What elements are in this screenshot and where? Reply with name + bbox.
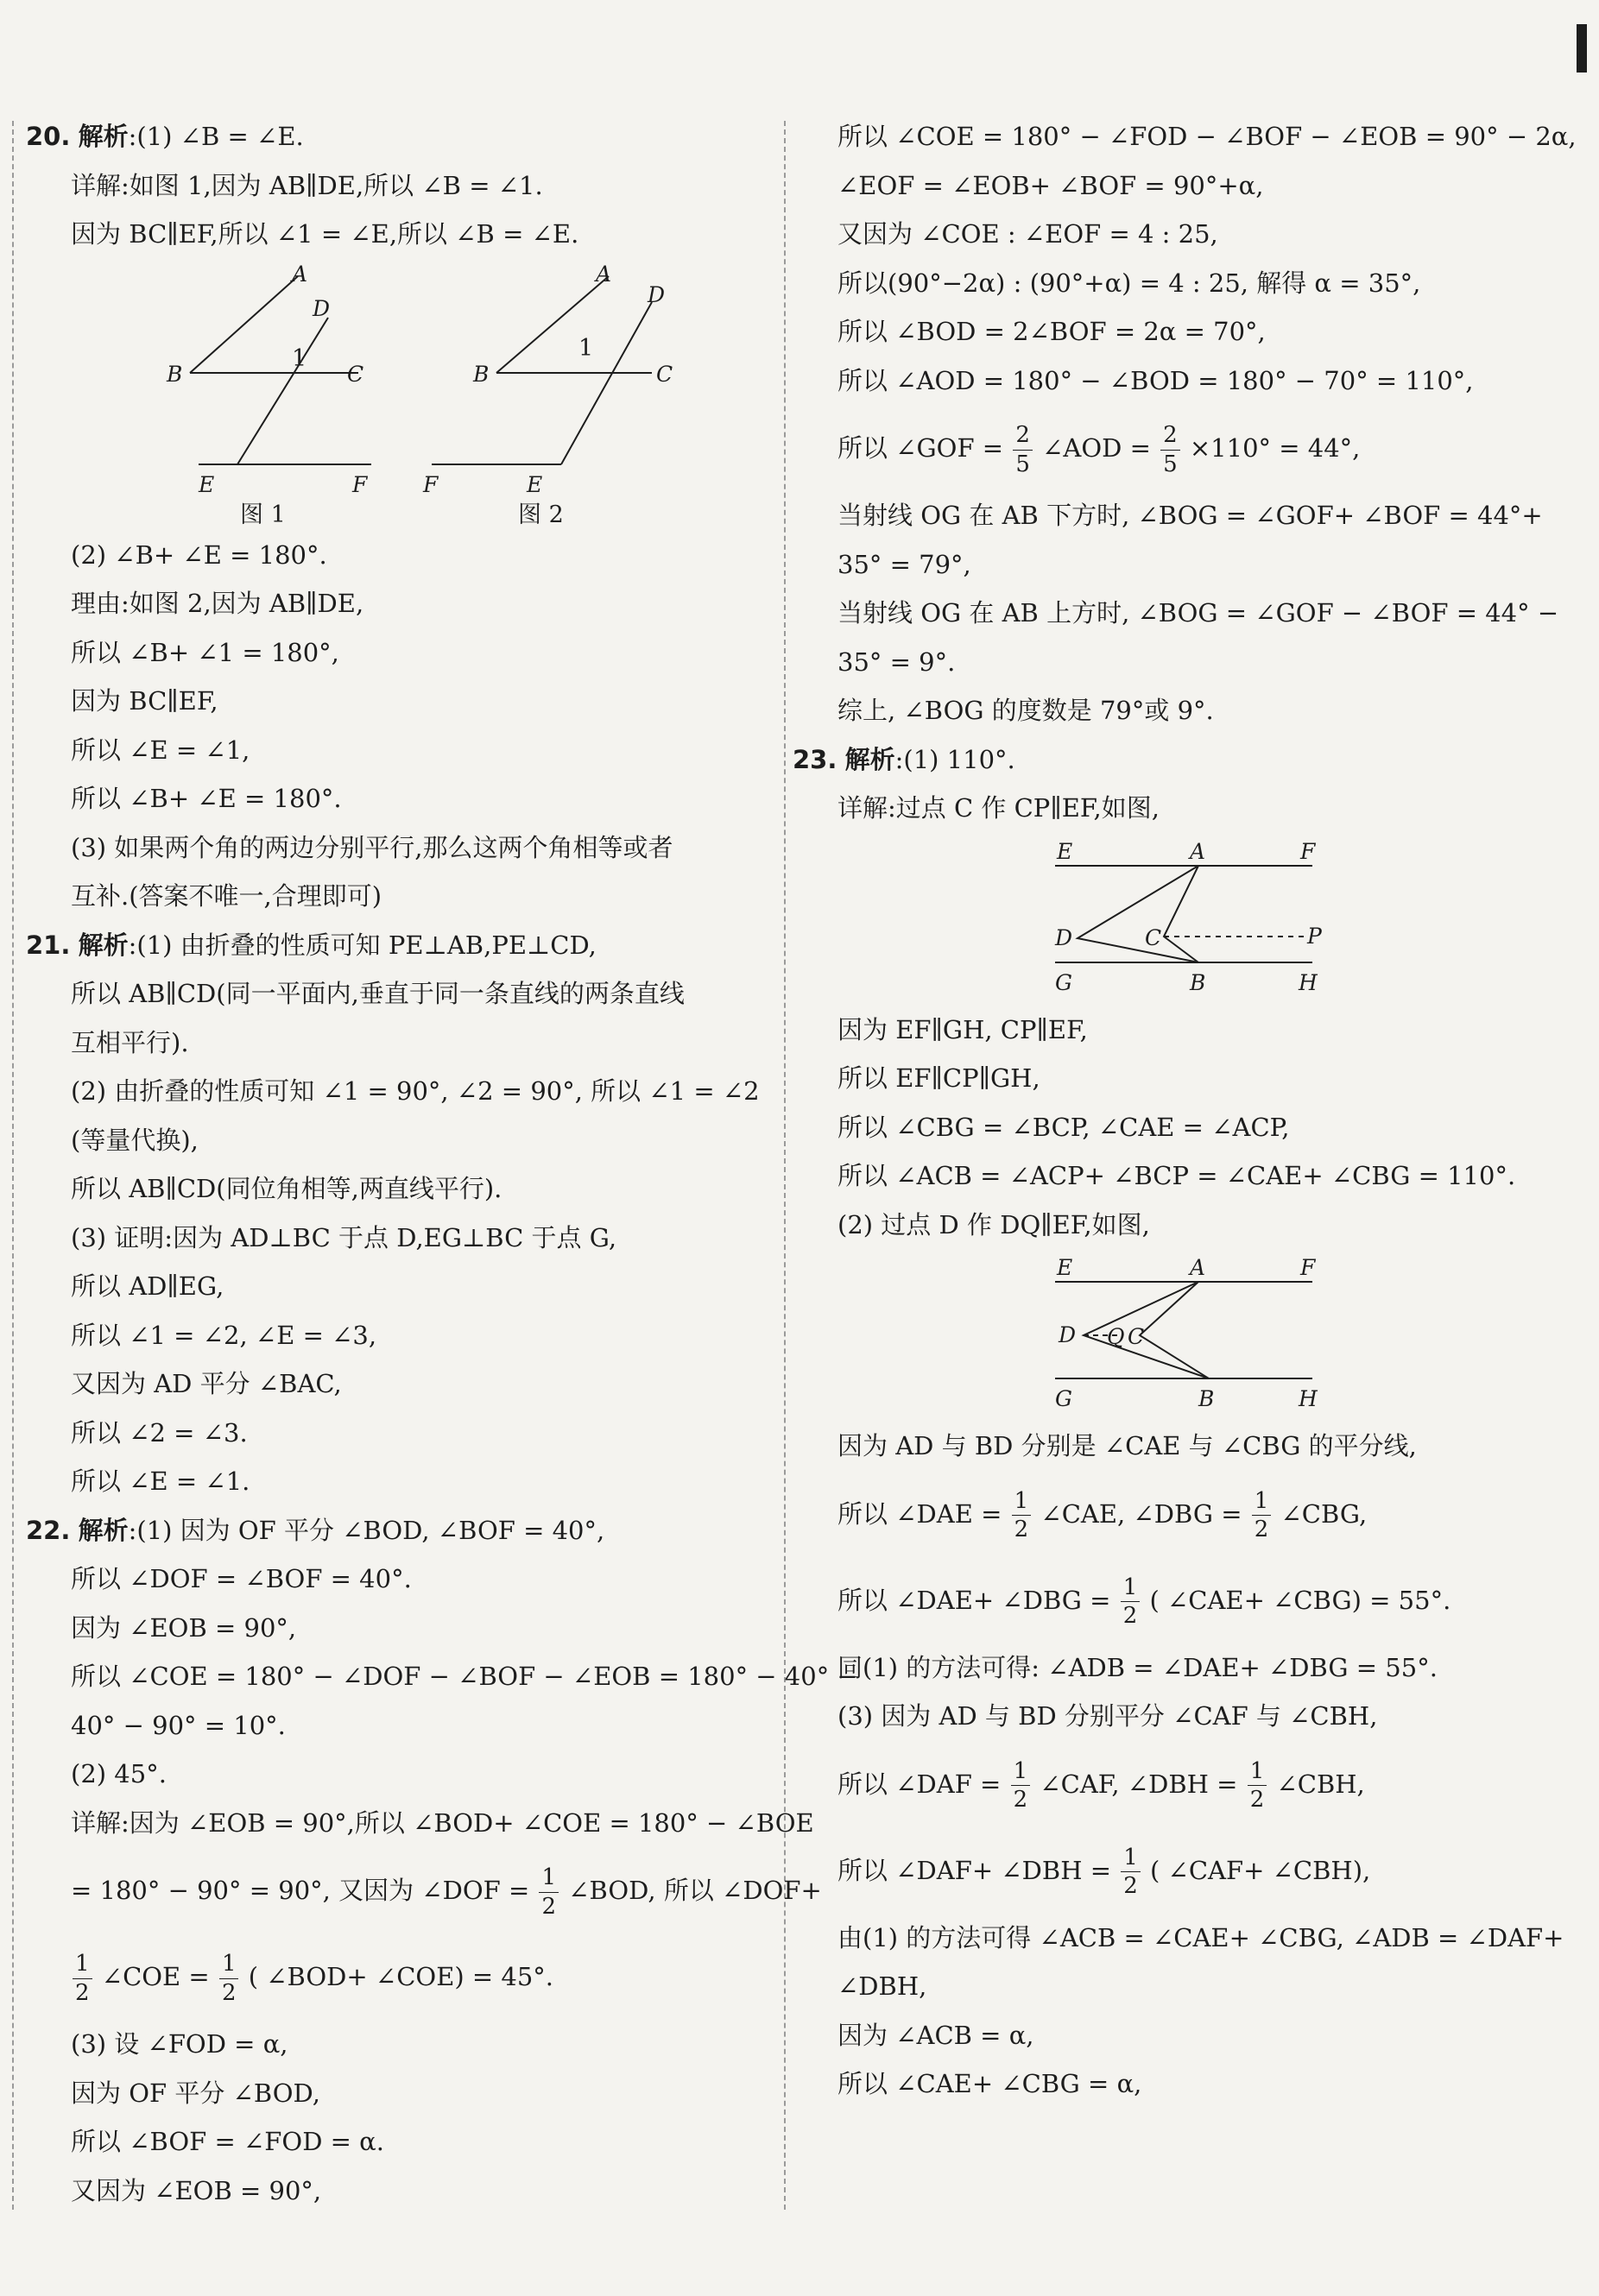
p21-line-5: (等量代换), xyxy=(71,1125,199,1155)
fig2-label-A: A xyxy=(596,261,612,287)
p22-cont-line-5: 所以 ∠BOD = 2∠BOF = 2α = 70°, xyxy=(837,317,1266,346)
p20-line-3: 因为 BC∥EF,所以 ∠1 = ∠E,所以 ∠B = ∠E. xyxy=(71,219,579,249)
p22-cont-line-12: 综上, ∠BOG 的度数是 79°或 9°. xyxy=(837,696,1214,725)
figB-label-D: D xyxy=(1059,1322,1077,1347)
figB-label-H: H xyxy=(1299,1386,1318,1411)
problem-number: 21. xyxy=(26,930,71,960)
figB-label-B: B xyxy=(1198,1386,1215,1411)
p23-line-6: 所以 ∠ACB = ∠ACP+ ∠BCP = ∠CAE+ ∠CBG = 110°. xyxy=(837,1161,1516,1190)
p21-line-3: 互相平行). xyxy=(71,1027,189,1057)
p22-cont-line-1: 所以 ∠COE = 180° − ∠FOD − ∠BOF − ∠EOB = 90° − 2α, xyxy=(837,122,1577,151)
fraction: $\frac{2}{5}$ xyxy=(1160,421,1180,478)
p23-line-8: 因为 AD 与 BD 分别是 ∠CAE 与 ∠CBG 的平分线, xyxy=(837,1431,1417,1460)
solution-label: 解析 xyxy=(78,930,129,960)
p20-line-5: 理由:如图 2,因为 AB∥DE, xyxy=(71,589,364,618)
p22-line-8: = 180° − 90° = 90°, 又因为 ∠DOF = $\frac{1}{2}$ ∠BOD, 所以 ∠DOF+ xyxy=(71,1864,822,1920)
page-edge-mark xyxy=(1577,24,1587,73)
figA-label-A: A xyxy=(1190,838,1206,864)
figB-label-Q: Q xyxy=(1107,1324,1125,1349)
p22-cont-line-3: 又因为 ∠COE : ∠EOF = 4 : 25, xyxy=(837,219,1218,249)
problem-number: 23. xyxy=(793,744,837,774)
p23-line-1: 23. 解析:(1) 110°. xyxy=(793,744,1015,774)
p21-line-9: 所以 ∠1 = ∠2, ∠E = ∠3, xyxy=(71,1320,377,1350)
p23-figure-b-svg xyxy=(837,1249,1563,1422)
p22-line-9: $\frac{1}{2}$ ∠COE = $\frac{1}{2}$ ( ∠BOD+ ∠COE) = 45°. xyxy=(26,1933,768,2020)
solution-label: 解析 xyxy=(78,1515,129,1545)
fig1-label-1: 1 xyxy=(292,344,307,372)
fraction: $\frac{1}{2}$ xyxy=(1121,1574,1141,1631)
p21-line-11: 所以 ∠2 = ∠3. xyxy=(71,1417,248,1448)
p22-line-6: (2) 45°. xyxy=(71,1759,167,1788)
fig1-line-ED xyxy=(237,318,328,464)
figA-label-P: P xyxy=(1307,923,1322,949)
p23-line-10: 所以 ∠DAE+ ∠DBG = $\frac{1}{2}$ ( ∠CAE+ ∠CBG) = 55°. xyxy=(837,1574,1451,1629)
figA-label-E: E xyxy=(1057,838,1073,864)
p20-line-1: 20. 解析:(1) ∠B = ∠E. xyxy=(26,122,304,151)
p22-line-13: 又因为 ∠EOB = 90°, xyxy=(71,2175,322,2205)
fraction: $\frac{1}{2}$ xyxy=(1121,1844,1141,1901)
p22-cont-line-9: 35° = 79°, xyxy=(837,549,971,579)
fig1-label-E: E xyxy=(199,471,215,497)
figA-label-H: H xyxy=(1299,969,1318,995)
fig2-caption: 图 2 xyxy=(518,501,564,528)
fig1-label-A: A xyxy=(292,261,308,287)
p20-line-11: 互补.(答案不唯一,合理即可) xyxy=(71,881,382,911)
p22-line-3: 因为 ∠EOB = 90°, xyxy=(71,1612,297,1643)
p23-line-3: 因为 EF∥GH, CP∥EF, xyxy=(837,1014,1088,1044)
p20-figures-svg xyxy=(26,259,768,531)
p23-line-2: 详解:过点 C 作 CP∥EF,如图, xyxy=(837,793,1160,823)
p23-line-15: 由(1) 的方法可得 ∠ACB = ∠CAE+ ∠CBG, ∠ADB = ∠DAF+ xyxy=(837,1922,1564,1952)
p20-line-10: (3) 如果两个角的两边分别平行,那么这两个角相等或者 xyxy=(71,832,673,862)
p22-cont-line-6: 所以 ∠AOD = 180° − ∠BOD = 180° − 70° = 110°, xyxy=(837,365,1474,395)
p23-figure-a-svg xyxy=(837,833,1563,1006)
fig2-label-C: C xyxy=(656,361,673,387)
p23-line-16: ∠DBH, xyxy=(837,1971,927,2001)
p21-line-4: (2) 由折叠的性质可知 ∠1 = 90°, ∠2 = 90°, 所以 ∠1 = ∠2 xyxy=(71,1076,760,1106)
p20-line-7: 因为 BC∥EF, xyxy=(71,686,218,716)
fraction: $\frac{1}{2}$ xyxy=(1248,1757,1267,1814)
p23-line-7: (2) 过点 D 作 DQ∥EF,如图, xyxy=(837,1209,1150,1239)
fig2-label-D: D xyxy=(648,281,666,307)
solution-label: 解析 xyxy=(844,744,895,774)
fig1-label-C: C xyxy=(347,361,364,387)
problem-number: 20. xyxy=(26,122,71,151)
fig2-line-ED xyxy=(561,302,652,464)
figB-line-ACB xyxy=(1140,1282,1209,1378)
p23-figure-a xyxy=(837,833,1563,1006)
figA-label-G: G xyxy=(1055,969,1072,995)
p23-figure-b xyxy=(837,1249,1563,1422)
p21-line-8: 所以 AD∥EG, xyxy=(71,1271,224,1301)
figA-label-F: F xyxy=(1300,838,1316,864)
figB-label-E: E xyxy=(1057,1255,1073,1280)
p21-line-6: 所以 AB∥CD(同位角相等,两直线平行). xyxy=(71,1174,502,1203)
p20-line-8: 所以 ∠E = ∠1, xyxy=(71,735,250,765)
fig2-label-F: F xyxy=(423,471,439,497)
p21-line-7: (3) 证明:因为 AD⊥BC 于点 D,EG⊥BC 于点 G, xyxy=(71,1222,617,1252)
p22-line-12: 所以 ∠BOF = ∠FOD = α. xyxy=(71,2127,384,2156)
fig1-caption: 图 1 xyxy=(240,501,286,528)
p22-line-4: 所以 ∠COE = 180° − ∠DOF − ∠BOF − ∠EOB = 180° − 40° − xyxy=(71,1662,858,1691)
fraction: $\frac{2}{5}$ xyxy=(1013,421,1033,478)
left-column xyxy=(26,112,858,2215)
figA-label-B: B xyxy=(1190,969,1206,995)
p23-line-5: 所以 ∠CBG = ∠BCP, ∠CAE = ∠ACP, xyxy=(837,1112,1290,1142)
p21-line-10: 又因为 AD 平分 ∠BAC, xyxy=(71,1369,342,1398)
p22-cont-line-8: 当射线 OG 在 AB 下方时, ∠BOG = ∠GOF+ ∠BOF = 44°+ xyxy=(837,501,1543,530)
p22-line-10: (3) 设 ∠FOD = α, xyxy=(71,2029,288,2059)
p21-line-2: 所以 AB∥CD(同一平面内,垂直于同一条直线的两条直线 xyxy=(71,979,685,1008)
p23-line-9: 所以 ∠DAE = $\frac{1}{2}$ ∠CAE, ∠DBG = $\frac{1}{2}$ ∠CBG, xyxy=(837,1487,1368,1542)
fraction: $\frac{1}{2}$ xyxy=(539,1864,559,1921)
p20-line-2: 详解:如图 1,因为 AB∥DE,所以 ∠B = ∠1. xyxy=(71,170,543,200)
p22-cont-line-4: 所以(90°−2α) : (90°+α) = 4 : 25, 解得 α = 35°, xyxy=(837,268,1421,298)
p23-line-14: 所以 ∠DAF+ ∠DBH = $\frac{1}{2}$ ( ∠CAF+ ∠CBH), xyxy=(837,1844,1371,1899)
figB-label-C: C xyxy=(1128,1324,1145,1349)
p20-line-9: 所以 ∠B+ ∠E = 180°. xyxy=(71,784,342,813)
fig1-label-B: B xyxy=(167,361,183,387)
fig1-line-BA xyxy=(190,276,298,373)
figA-line-ACB xyxy=(1164,866,1198,962)
fraction: $\frac{1}{2}$ xyxy=(73,1950,92,2007)
left-margin-divider xyxy=(12,121,14,2210)
figure-2 xyxy=(422,262,673,528)
fig2-label-E: E xyxy=(527,471,543,497)
figB-label-G: G xyxy=(1055,1386,1072,1411)
fraction: $\frac{1}{2}$ xyxy=(1012,1487,1032,1544)
p23-line-4: 所以 EF∥CP∥GH, xyxy=(837,1063,1040,1093)
p23-line-11: 同(1) 的方法可得: ∠ADB = ∠DAE+ ∠DBG = 55°. xyxy=(837,1652,1438,1682)
fraction: $\frac{1}{2}$ xyxy=(1011,1757,1031,1814)
figure-1 xyxy=(166,262,371,528)
p22-line-7: 详解:因为 ∠EOB = 90°,所以 ∠BOD+ ∠COE = 180° − ∠BOE xyxy=(71,1807,814,1838)
p21-line-12: 所以 ∠E = ∠1. xyxy=(71,1467,250,1496)
p23-line-12: (3) 因为 AD 与 BD 分别平分 ∠CAF 与 ∠CBH, xyxy=(837,1701,1378,1731)
p20-line-6: 所以 ∠B+ ∠1 = 180°, xyxy=(71,637,339,667)
p23-line-13: 所以 ∠DAF = $\frac{1}{2}$ ∠CAF, ∠DBH = $\frac{1}{2}$ ∠CBH, xyxy=(837,1757,1365,1813)
p22-cont-line-10: 当射线 OG 在 AB 上方时, ∠BOG = ∠GOF − ∠BOF = 44° − xyxy=(837,598,1559,628)
p22-cont-line-11: 35° = 9°. xyxy=(837,647,956,677)
figA-label-D: D xyxy=(1055,924,1073,950)
p22-cont-line-2: ∠EOF = ∠EOB+ ∠BOF = 90°+α, xyxy=(837,170,1264,200)
p22-line-5: 40° − 90° = 10°. xyxy=(71,1710,286,1740)
solution-label: 解析 xyxy=(78,122,129,151)
fraction: $\frac{1}{2}$ xyxy=(1252,1487,1272,1544)
p22-line-2: 所以 ∠DOF = ∠BOF = 40°. xyxy=(71,1564,412,1593)
problem-number: 22. xyxy=(26,1515,71,1545)
fig2-label-1: 1 xyxy=(578,334,594,362)
fig2-label-B: B xyxy=(473,361,490,387)
p20-line-4: (2) ∠B+ ∠E = 180°. xyxy=(71,539,327,570)
p20-figures xyxy=(26,259,768,531)
p21-line-1: 21. 解析:(1) 由折叠的性质可知 PE⊥AB,PE⊥CD, xyxy=(26,930,597,960)
p22-cont-line-7: 所以 ∠GOF = $\frac{2}{5}$ ∠AOD = $\frac{2}{5}$ ×110° = 44°, xyxy=(837,422,1361,477)
fig1-label-F: F xyxy=(352,471,368,497)
p23-line-18: 所以 ∠CAE+ ∠CBG = α, xyxy=(837,2069,1142,2098)
p22-line-1: 22. 解析:(1) 因为 OF 平分 ∠BOD, ∠BOF = 40°, xyxy=(26,1515,605,1545)
p23-line-17: 因为 ∠ACB = α, xyxy=(837,2020,1034,2050)
fraction: $\frac{1}{2}$ xyxy=(219,1950,239,2007)
fig1-label-D: D xyxy=(313,295,331,321)
figB-label-A: A xyxy=(1190,1255,1206,1280)
p22-line-11: 因为 OF 平分 ∠BOD, xyxy=(71,2078,320,2108)
figA-label-C: C xyxy=(1145,924,1162,950)
right-column xyxy=(793,112,1577,2109)
figB-label-F: F xyxy=(1300,1255,1316,1280)
